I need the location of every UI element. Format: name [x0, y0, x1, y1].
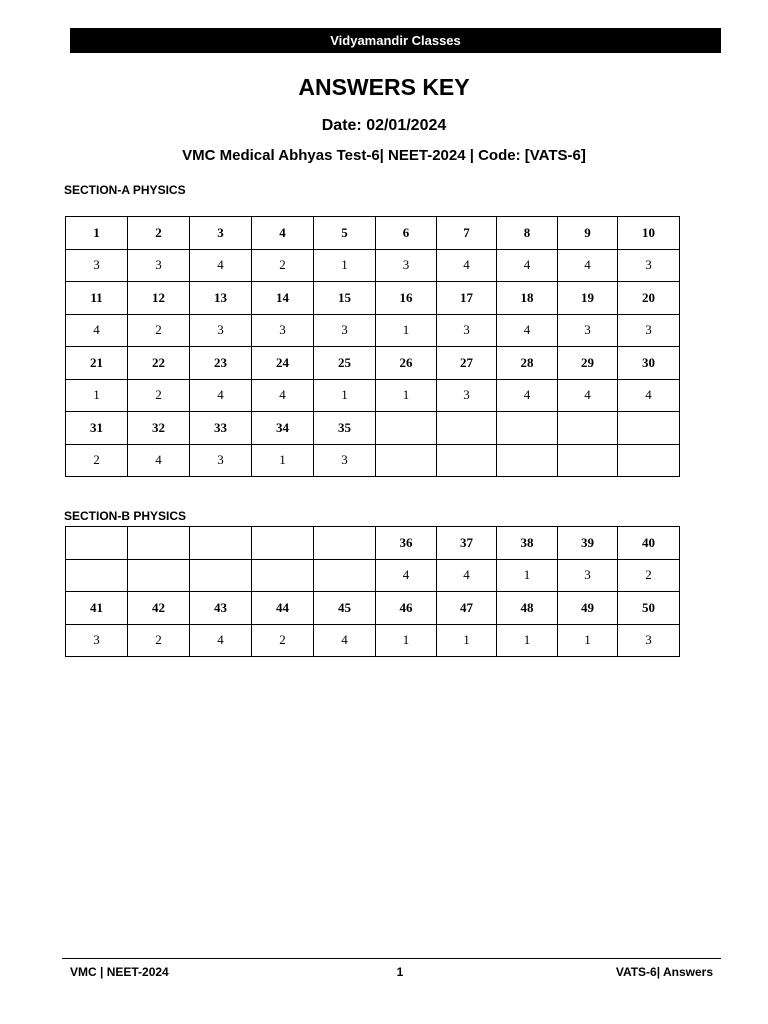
- answer-cell: 2: [128, 624, 190, 657]
- answer-cell: 3: [128, 249, 190, 282]
- question-number-cell: 37: [437, 527, 497, 560]
- question-number-cell: 35: [314, 412, 376, 445]
- question-number-cell: 16: [376, 282, 437, 315]
- answer-cell: 3: [558, 559, 618, 592]
- answer-cell: 4: [314, 624, 376, 657]
- question-number-cell: 17: [437, 282, 497, 315]
- section-b-answer-table: [65, 526, 680, 657]
- answer-cell: 4: [618, 379, 680, 412]
- answer-cell: 1: [437, 624, 497, 657]
- question-number-row: [66, 347, 680, 380]
- question-number-cell: 26: [376, 347, 437, 380]
- question-number-cell: 7: [437, 217, 497, 250]
- answer-cell: 4: [190, 379, 252, 412]
- question-number-cell: [618, 412, 680, 445]
- answer-cell: 2: [252, 624, 314, 657]
- header-banner: Vidyamandir Classes: [70, 28, 721, 53]
- question-number-cell: 3: [190, 217, 252, 250]
- question-number-cell: 21: [66, 347, 128, 380]
- question-number-cell: 18: [497, 282, 558, 315]
- question-number-row: [66, 592, 680, 625]
- question-number-cell: 31: [66, 412, 128, 445]
- answer-cell: 4: [190, 624, 252, 657]
- question-number-cell: 32: [128, 412, 190, 445]
- question-number-cell: 41: [66, 592, 128, 625]
- question-number-cell: 5: [314, 217, 376, 250]
- answer-cell: 4: [497, 314, 558, 347]
- footer-left: VMC | NEET-2024: [70, 965, 169, 979]
- answer-cell: [437, 444, 497, 477]
- question-number-cell: 6: [376, 217, 437, 250]
- question-number-cell: 4: [252, 217, 314, 250]
- footer-divider: [62, 958, 721, 959]
- answer-cell: [497, 444, 558, 477]
- answer-cell: 1: [66, 379, 128, 412]
- question-number-cell: 23: [190, 347, 252, 380]
- answer-cell: 4: [558, 379, 618, 412]
- question-number-cell: 49: [558, 592, 618, 625]
- page-number: 1: [396, 965, 404, 979]
- question-number-cell: 43: [190, 592, 252, 625]
- question-number-row: [66, 217, 680, 250]
- question-number-cell: 10: [618, 217, 680, 250]
- answer-cell: 2: [252, 249, 314, 282]
- answer-cell: [190, 559, 252, 592]
- question-number-cell: 14: [252, 282, 314, 315]
- answer-cell: 1: [252, 444, 314, 477]
- answer-cell: 4: [558, 249, 618, 282]
- question-number-cell: [437, 412, 497, 445]
- question-number-cell: 15: [314, 282, 376, 315]
- question-number-cell: [252, 527, 314, 560]
- answer-cell: 2: [128, 379, 190, 412]
- answer-row: [66, 379, 680, 412]
- section-a-answer-table: [65, 216, 680, 477]
- question-number-cell: 22: [128, 347, 190, 380]
- question-number-cell: [558, 412, 618, 445]
- answer-cell: 3: [66, 249, 128, 282]
- question-number-cell: 40: [618, 527, 680, 560]
- answer-cell: [618, 444, 680, 477]
- test-subtitle: VMC Medical Abhyas Test-6| NEET-2024 | Code: [VATS-6]: [182, 147, 586, 164]
- answer-cell: 1: [497, 624, 558, 657]
- footer-right: VATS-6| Answers: [615, 965, 713, 979]
- answer-row: [66, 249, 680, 282]
- answer-cell: 1: [376, 314, 437, 347]
- answer-cell: 3: [66, 624, 128, 657]
- answer-cell: 4: [66, 314, 128, 347]
- answer-cell: [128, 559, 190, 592]
- answer-cell: 3: [558, 314, 618, 347]
- answer-cell: 2: [66, 444, 128, 477]
- question-number-cell: 29: [558, 347, 618, 380]
- question-number-cell: 1: [66, 217, 128, 250]
- answer-cell: 4: [252, 379, 314, 412]
- answer-cell: 3: [618, 314, 680, 347]
- question-number-cell: 36: [376, 527, 437, 560]
- question-number-cell: 12: [128, 282, 190, 315]
- question-number-row: [66, 282, 680, 315]
- question-number-cell: 30: [618, 347, 680, 380]
- question-number-cell: 33: [190, 412, 252, 445]
- section-a-heading: SECTION-A PHYSICS: [64, 183, 186, 197]
- question-number-cell: 44: [252, 592, 314, 625]
- question-number-cell: 24: [252, 347, 314, 380]
- question-number-cell: 9: [558, 217, 618, 250]
- answer-cell: 3: [314, 444, 376, 477]
- question-number-cell: 48: [497, 592, 558, 625]
- page-title: ANSWERS KEY: [298, 74, 470, 100]
- question-number-cell: 27: [437, 347, 497, 380]
- answer-cell: 4: [190, 249, 252, 282]
- answer-cell: 1: [314, 249, 376, 282]
- answer-cell: 2: [618, 559, 680, 592]
- answer-cell: 4: [437, 559, 497, 592]
- question-number-cell: [314, 527, 376, 560]
- answer-cell: 4: [497, 249, 558, 282]
- answer-row: [66, 444, 680, 477]
- answer-cell: 3: [437, 314, 497, 347]
- answer-cell: 4: [128, 444, 190, 477]
- question-number-row: [66, 527, 680, 560]
- answer-cell: [66, 559, 128, 592]
- answer-cell: 3: [314, 314, 376, 347]
- question-number-cell: [497, 412, 558, 445]
- question-number-cell: 50: [618, 592, 680, 625]
- answer-cell: 3: [618, 249, 680, 282]
- answer-cell: 4: [437, 249, 497, 282]
- section-b-heading: SECTION-B PHYSICS: [64, 509, 187, 523]
- answer-cell: 1: [376, 624, 437, 657]
- answer-cell: 1: [497, 559, 558, 592]
- answer-cell: 3: [618, 624, 680, 657]
- question-number-cell: 19: [558, 282, 618, 315]
- question-number-cell: 2: [128, 217, 190, 250]
- answer-row: [66, 559, 680, 592]
- answer-cell: 1: [376, 379, 437, 412]
- question-number-cell: [128, 527, 190, 560]
- answer-cell: 3: [376, 249, 437, 282]
- answer-cell: [376, 444, 437, 477]
- answer-cell: 1: [558, 624, 618, 657]
- question-number-cell: 38: [497, 527, 558, 560]
- question-number-cell: [66, 527, 128, 560]
- answer-cell: 3: [190, 444, 252, 477]
- answer-cell: 1: [314, 379, 376, 412]
- answer-cell: [314, 559, 376, 592]
- answer-cell: 4: [376, 559, 437, 592]
- question-number-cell: 20: [618, 282, 680, 315]
- question-number-cell: 46: [376, 592, 437, 625]
- question-number-cell: 13: [190, 282, 252, 315]
- question-number-cell: 47: [437, 592, 497, 625]
- question-number-cell: 8: [497, 217, 558, 250]
- answer-row: [66, 314, 680, 347]
- question-number-cell: 34: [252, 412, 314, 445]
- answer-cell: 3: [252, 314, 314, 347]
- answer-cell: 2: [128, 314, 190, 347]
- answer-cell: 4: [497, 379, 558, 412]
- answer-cell: 3: [190, 314, 252, 347]
- question-number-cell: 45: [314, 592, 376, 625]
- question-number-cell: 28: [497, 347, 558, 380]
- exam-date: Date: 02/01/2024: [321, 117, 447, 134]
- question-number-cell: 42: [128, 592, 190, 625]
- answer-cell: [252, 559, 314, 592]
- answer-cell: 3: [437, 379, 497, 412]
- answer-cell: [558, 444, 618, 477]
- question-number-cell: [376, 412, 437, 445]
- question-number-cell: 25: [314, 347, 376, 380]
- question-number-row: [66, 412, 680, 445]
- question-number-cell: 11: [66, 282, 128, 315]
- question-number-cell: [190, 527, 252, 560]
- question-number-cell: 39: [558, 527, 618, 560]
- answer-row: [66, 624, 680, 657]
